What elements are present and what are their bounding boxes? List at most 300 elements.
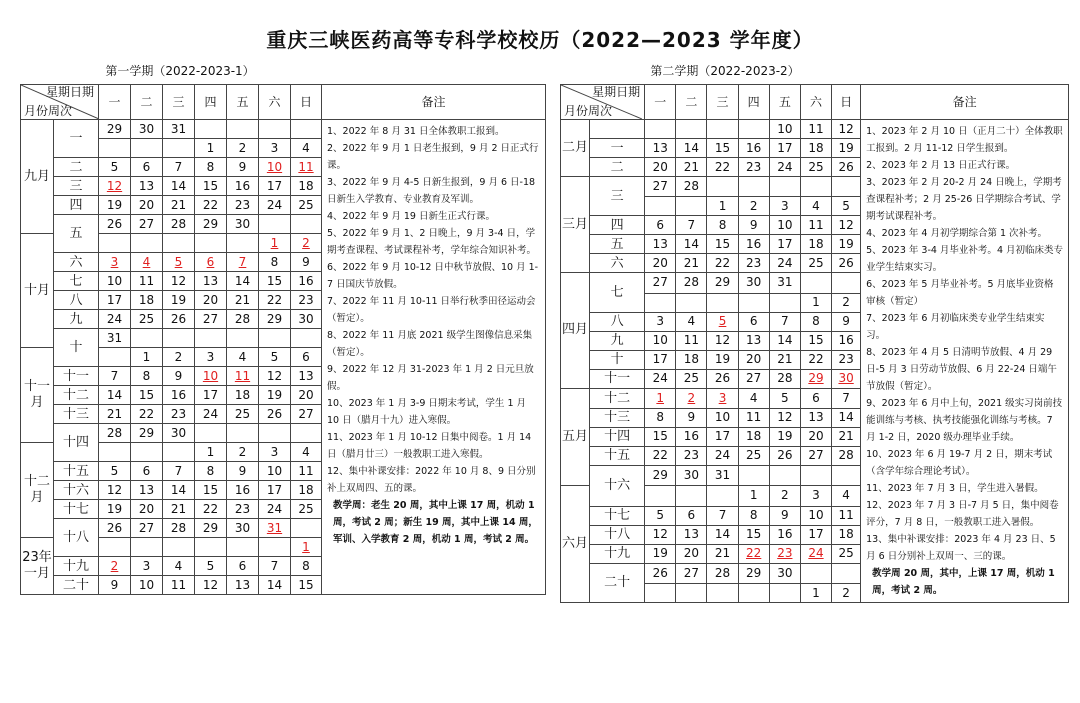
- date-value: 19: [838, 140, 854, 155]
- weekday-header: 二: [676, 85, 707, 120]
- date-value: 1: [656, 390, 665, 405]
- date-value: 9: [781, 508, 789, 523]
- date-cell: [645, 369, 676, 388]
- date-value: 12: [170, 273, 187, 288]
- date-cell: [195, 481, 227, 500]
- month-label: 四月: [561, 273, 590, 388]
- date-cell: [195, 272, 227, 291]
- remark-item: 5、2022 年 9 月 1、2 日晚上，9 月 3-4 日，学期考查课程、考试课程补考，学年综合知识补考。: [327, 228, 537, 256]
- date-cell: [645, 388, 676, 408]
- date-cell: [227, 310, 259, 329]
- weekday-header: 五: [769, 85, 800, 120]
- date-value: 2: [238, 444, 247, 459]
- date-value: 19: [714, 352, 731, 367]
- week-row: [21, 120, 546, 139]
- date-value: 6: [238, 558, 247, 573]
- date-cell: [738, 254, 769, 273]
- date-cell: [291, 310, 322, 329]
- remark-item: 11、2023 年 7 月 3 日，学生进入暑假。: [866, 483, 1044, 494]
- date-value: 1: [270, 235, 279, 250]
- date-cell: [645, 525, 676, 544]
- week-number: 五: [54, 215, 99, 253]
- date-cell: [738, 235, 769, 254]
- date-value: 30: [777, 565, 793, 580]
- month-label: 二月: [561, 120, 590, 177]
- date-value: 21: [234, 292, 251, 307]
- date-value: 24: [808, 546, 824, 561]
- date-value: 25: [138, 311, 155, 326]
- date-value: 30: [138, 121, 155, 136]
- week-number: 十: [54, 329, 99, 367]
- date-value: 19: [652, 546, 668, 561]
- date-value: 12: [106, 178, 123, 193]
- date-cell: [99, 538, 131, 557]
- date-cell: [832, 120, 861, 139]
- date-cell: [832, 197, 861, 216]
- date-cell: [259, 481, 291, 500]
- date-value: 27: [202, 311, 219, 326]
- date-value: 1: [812, 295, 820, 310]
- date-value: 8: [718, 217, 727, 232]
- week-number: 一: [54, 120, 99, 158]
- date-value: 20: [652, 255, 668, 270]
- date-cell: [645, 235, 676, 254]
- date-value: 4: [174, 558, 183, 573]
- date-value: 28: [714, 565, 731, 580]
- date-value: 12: [838, 217, 854, 232]
- date-value: 24: [714, 448, 731, 463]
- month-label: 九月: [21, 120, 54, 234]
- date-cell: [99, 462, 131, 481]
- date-cell: [291, 557, 322, 576]
- date-cell: [291, 272, 322, 291]
- date-cell: [769, 584, 800, 603]
- date-value: 23: [777, 546, 793, 561]
- date-cell: [227, 443, 259, 462]
- date-value: 19: [106, 197, 123, 212]
- week-row: [561, 120, 1069, 139]
- date-value: 31: [266, 520, 283, 535]
- date-cell: [163, 557, 195, 576]
- date-value: 30: [234, 216, 251, 231]
- date-value: 7: [110, 368, 119, 383]
- date-cell: [707, 486, 738, 506]
- date-value: 28: [683, 179, 699, 194]
- date-value: 6: [206, 254, 215, 269]
- date-cell: [676, 525, 707, 544]
- date-cell: [832, 312, 861, 331]
- date-cell: [738, 158, 769, 177]
- date-value: 12: [777, 410, 793, 425]
- date-cell: [769, 525, 800, 544]
- date-cell: [291, 367, 322, 386]
- date-cell: [227, 367, 259, 386]
- remark-item: 12、集中补课安排：2022 年 10 月 8、9 日分别补上双周四、五的课。: [327, 466, 536, 494]
- date-cell: [291, 234, 322, 253]
- date-value: 9: [238, 463, 247, 478]
- date-cell: [163, 386, 195, 405]
- date-value: 1: [206, 140, 215, 155]
- date-cell: [738, 506, 769, 525]
- date-cell: [291, 196, 322, 215]
- date-value: 2: [174, 349, 183, 364]
- date-cell: [676, 139, 707, 158]
- date-cell: [163, 405, 195, 424]
- corner-week-label: 月份周次: [24, 104, 73, 118]
- date-value: 14: [170, 482, 187, 497]
- date-cell: [645, 120, 676, 139]
- week-number: 四: [54, 196, 99, 215]
- date-cell: [645, 486, 676, 506]
- date-cell: [738, 408, 769, 427]
- date-cell: [259, 557, 291, 576]
- week-number: 八: [54, 291, 99, 310]
- date-value: 18: [808, 236, 824, 251]
- date-cell: [163, 424, 195, 443]
- date-value: 15: [138, 387, 155, 402]
- date-cell: [800, 486, 831, 506]
- date-cell: [163, 196, 195, 215]
- date-cell: [227, 253, 259, 272]
- date-cell: [800, 369, 831, 388]
- month-label: 十二月: [21, 443, 54, 538]
- date-cell: [645, 312, 676, 331]
- date-cell: [163, 234, 195, 253]
- date-cell: [769, 254, 800, 273]
- date-cell: [195, 348, 227, 367]
- date-value: 19: [170, 292, 187, 307]
- date-cell: [738, 544, 769, 563]
- date-cell: [676, 388, 707, 408]
- date-value: 21: [170, 501, 187, 516]
- date-value: 27: [652, 275, 668, 290]
- date-cell: [227, 120, 259, 139]
- date-cell: [163, 177, 195, 196]
- date-value: 4: [842, 488, 850, 503]
- date-value: 5: [781, 390, 789, 405]
- date-value: 25: [234, 406, 251, 421]
- date-value: 2: [238, 140, 247, 155]
- week-number: 六: [54, 253, 99, 272]
- date-value: 7: [718, 508, 727, 523]
- date-value: 23: [746, 159, 762, 174]
- date-value: 17: [808, 527, 824, 542]
- month-label: 23年一月: [21, 538, 54, 595]
- date-value: 6: [302, 349, 310, 364]
- date-cell: [738, 216, 769, 235]
- date-cell: [832, 158, 861, 177]
- date-value: 9: [302, 254, 310, 269]
- date-value: 15: [746, 527, 762, 542]
- date-cell: [195, 158, 227, 177]
- date-cell: [707, 235, 738, 254]
- date-cell: [676, 235, 707, 254]
- week-number: 十八: [54, 519, 99, 557]
- date-value: 14: [683, 236, 699, 251]
- date-value: 14: [170, 178, 187, 193]
- date-value: 29: [266, 311, 283, 326]
- date-cell: [645, 465, 676, 485]
- date-cell: [645, 506, 676, 525]
- date-value: 10: [138, 577, 155, 592]
- remark-item: 9、2023 年 6 月中上旬，2021 级实习岗前技能训练与考核、执考技能强化训练与考核。7 月 1-2 日，2020 级办理毕业手续。: [866, 398, 1063, 443]
- date-value: 10: [808, 508, 824, 523]
- date-cell: [676, 563, 707, 583]
- date-value: 4: [302, 140, 310, 155]
- date-cell: [738, 525, 769, 544]
- date-value: 28: [170, 520, 187, 535]
- date-value: 10: [652, 333, 668, 348]
- date-value: 8: [142, 368, 151, 383]
- date-value: 15: [298, 577, 314, 592]
- date-value: 7: [842, 390, 850, 405]
- date-cell: [769, 293, 800, 312]
- remark-item: 10、2023 年 1 月 3-9 日期末考试，学生 1 月 10 日（腊月十九）进入寒假。: [327, 398, 527, 426]
- date-cell: [291, 538, 322, 557]
- date-value: 3: [270, 140, 279, 155]
- remark-item: 3、2022 年 9 月 4-5 日新生报到，9 月 6 日-18 日新生入学教育、专业教育及军训。: [327, 177, 536, 205]
- date-cell: [99, 234, 131, 253]
- date-value: 27: [138, 520, 155, 535]
- date-cell: [645, 584, 676, 603]
- date-cell: [131, 158, 163, 177]
- date-cell: [99, 557, 131, 576]
- date-cell: [259, 291, 291, 310]
- date-value: 24: [106, 311, 123, 326]
- remark-item: 11、2023 年 1 月 10-12 日集中阅卷。1 月 14 日（腊月廿三）一般教职工进入寒假。: [327, 432, 532, 460]
- date-value: 11: [138, 273, 155, 288]
- date-cell: [131, 424, 163, 443]
- date-value: 16: [298, 273, 314, 288]
- date-value: 12: [838, 121, 854, 136]
- remark-item: 8、2023 年 4 月 5 日清明节放假、4 月 29 日-5 月 3 日劳动节放假、6 月 22-24 日端午节放假（暂定）。: [866, 347, 1057, 392]
- date-cell: [195, 291, 227, 310]
- date-cell: [131, 291, 163, 310]
- date-cell: [676, 408, 707, 427]
- date-cell: [707, 139, 738, 158]
- date-cell: [259, 177, 291, 196]
- date-cell: [676, 427, 707, 446]
- date-cell: [259, 424, 291, 443]
- date-value: 25: [838, 546, 854, 561]
- date-value: 10: [714, 410, 731, 425]
- teaching-week-summary: 教学周 20 周，其中，上课 17 周，机动 1 周，考试 2 周。: [872, 568, 1055, 596]
- date-value: 28: [106, 425, 123, 440]
- remark-item: 3、2023 年 2 月 20-2 月 24 日晚上，学期考查课程补考；2 月 25-26 日学期综合考试、学期考试课程补考。: [866, 177, 1062, 222]
- date-cell: [227, 291, 259, 310]
- date-cell: [800, 544, 831, 563]
- date-value: 6: [142, 463, 151, 478]
- week-number: 十二: [54, 386, 99, 405]
- date-cell: [832, 235, 861, 254]
- date-cell: [259, 158, 291, 177]
- date-cell: [769, 177, 800, 197]
- date-value: 10: [106, 273, 123, 288]
- date-cell: [99, 139, 131, 158]
- date-cell: [800, 506, 831, 525]
- date-cell: [259, 538, 291, 557]
- semester-2-title: 第二学期（2022-2023-2）: [650, 64, 800, 78]
- date-cell: [738, 331, 769, 350]
- date-cell: [738, 293, 769, 312]
- weekday-header: 四: [195, 85, 227, 120]
- date-cell: [769, 139, 800, 158]
- date-value: 1: [142, 349, 151, 364]
- date-value: 21: [714, 546, 731, 561]
- remark-item: 13、集中补课安排：2023 年 4 月 23 日、5 月 6 日分别补上双周一、三的课。: [866, 534, 1056, 562]
- date-cell: [707, 465, 738, 485]
- date-cell: [99, 177, 131, 196]
- date-cell: [645, 273, 676, 293]
- date-value: 21: [170, 197, 187, 212]
- date-cell: [131, 120, 163, 139]
- date-cell: [131, 272, 163, 291]
- date-value: 13: [234, 577, 251, 592]
- date-value: 23: [683, 448, 699, 463]
- date-cell: [800, 563, 831, 583]
- date-cell: [707, 525, 738, 544]
- date-cell: [131, 215, 163, 234]
- date-cell: [738, 350, 769, 369]
- date-value: 3: [206, 349, 215, 364]
- date-cell: [645, 139, 676, 158]
- date-cell: [291, 348, 322, 367]
- date-value: 18: [746, 429, 762, 444]
- date-value: 25: [808, 159, 824, 174]
- date-cell: [99, 386, 131, 405]
- remark-item: 8、2022 年 11 月底 2021 级学生图像信息采集（暂定）。: [327, 330, 533, 358]
- date-cell: [707, 273, 738, 293]
- date-value: 24: [266, 197, 283, 212]
- date-value: 29: [202, 520, 219, 535]
- date-value: 4: [238, 349, 247, 364]
- date-value: 27: [746, 371, 762, 386]
- date-cell: [645, 216, 676, 235]
- date-value: 18: [234, 387, 251, 402]
- date-cell: [800, 216, 831, 235]
- date-value: 13: [138, 482, 155, 497]
- date-cell: [259, 329, 291, 348]
- date-cell: [769, 369, 800, 388]
- date-value: 16: [746, 236, 762, 251]
- date-value: 10: [777, 217, 793, 232]
- date-cell: [676, 120, 707, 139]
- date-value: 27: [138, 216, 155, 231]
- date-cell: [99, 576, 131, 595]
- date-cell: [800, 177, 831, 197]
- date-value: 15: [714, 236, 731, 251]
- date-value: 4: [687, 314, 696, 329]
- date-value: 27: [652, 179, 668, 194]
- date-value: 17: [652, 352, 668, 367]
- date-value: 22: [138, 406, 155, 421]
- date-cell: [99, 348, 131, 367]
- month-label: 十月: [21, 234, 54, 348]
- date-cell: [769, 506, 800, 525]
- date-value: 24: [202, 406, 219, 421]
- weekday-header: 五: [227, 85, 259, 120]
- date-cell: [707, 350, 738, 369]
- date-value: 25: [808, 255, 824, 270]
- date-value: 25: [298, 197, 314, 212]
- date-value: 31: [777, 275, 793, 290]
- date-cell: [227, 462, 259, 481]
- date-value: 29: [714, 275, 731, 290]
- date-value: 3: [718, 390, 727, 405]
- date-value: 12: [266, 368, 283, 383]
- date-cell: [131, 234, 163, 253]
- week-number: 十五: [54, 462, 99, 481]
- date-cell: [800, 293, 831, 312]
- week-number: 十一: [590, 369, 645, 388]
- date-cell: [99, 519, 131, 538]
- date-cell: [676, 350, 707, 369]
- date-value: 8: [270, 254, 279, 269]
- date-cell: [163, 310, 195, 329]
- date-cell: [291, 177, 322, 196]
- date-value: 1: [718, 198, 727, 213]
- date-cell: [227, 329, 259, 348]
- date-cell: [99, 158, 131, 177]
- date-cell: [738, 563, 769, 583]
- date-value: 26: [106, 520, 123, 535]
- date-cell: [645, 197, 676, 216]
- date-cell: [676, 197, 707, 216]
- remark-item: 4、2023 年 4 月初学期综合第 1 次补考。: [866, 228, 1048, 239]
- date-value: 16: [838, 333, 854, 348]
- date-value: 4: [749, 390, 758, 405]
- date-value: 9: [174, 368, 183, 383]
- date-cell: [259, 234, 291, 253]
- date-value: 3: [781, 198, 789, 213]
- remark-header: 备注: [322, 85, 546, 120]
- date-value: 5: [270, 349, 279, 364]
- date-cell: [800, 235, 831, 254]
- date-value: 14: [838, 410, 854, 425]
- week-number: 三: [590, 177, 645, 216]
- date-cell: [769, 273, 800, 293]
- date-value: 23: [298, 292, 314, 307]
- date-value: 3: [110, 254, 119, 269]
- date-value: 22: [652, 448, 668, 463]
- date-cell: [131, 557, 163, 576]
- date-value: 22: [746, 546, 762, 561]
- date-value: 14: [683, 140, 699, 155]
- date-value: 11: [298, 463, 314, 478]
- date-cell: [800, 254, 831, 273]
- date-cell: [769, 235, 800, 254]
- remark-item: 9、2022 年 12 月 31-2023 年 1 月 2 日元旦放假。: [327, 364, 534, 392]
- remark-item: 4、2022 年 9 月 19 日新生正式行课。: [327, 211, 495, 222]
- date-cell: [645, 254, 676, 273]
- date-cell: [738, 584, 769, 603]
- week-number: 十七: [590, 506, 645, 525]
- date-cell: [645, 408, 676, 427]
- date-value: 16: [683, 429, 699, 444]
- date-value: 13: [202, 273, 219, 288]
- date-value: 15: [202, 482, 219, 497]
- remarks-cell: [861, 120, 1069, 603]
- header-row: [561, 85, 1069, 120]
- date-cell: [131, 405, 163, 424]
- date-value: 22: [714, 159, 731, 174]
- date-cell: [645, 427, 676, 446]
- corner-header: [561, 85, 645, 120]
- date-cell: [99, 196, 131, 215]
- date-value: 22: [202, 501, 219, 516]
- date-cell: [131, 576, 163, 595]
- week-number: 八: [590, 312, 645, 331]
